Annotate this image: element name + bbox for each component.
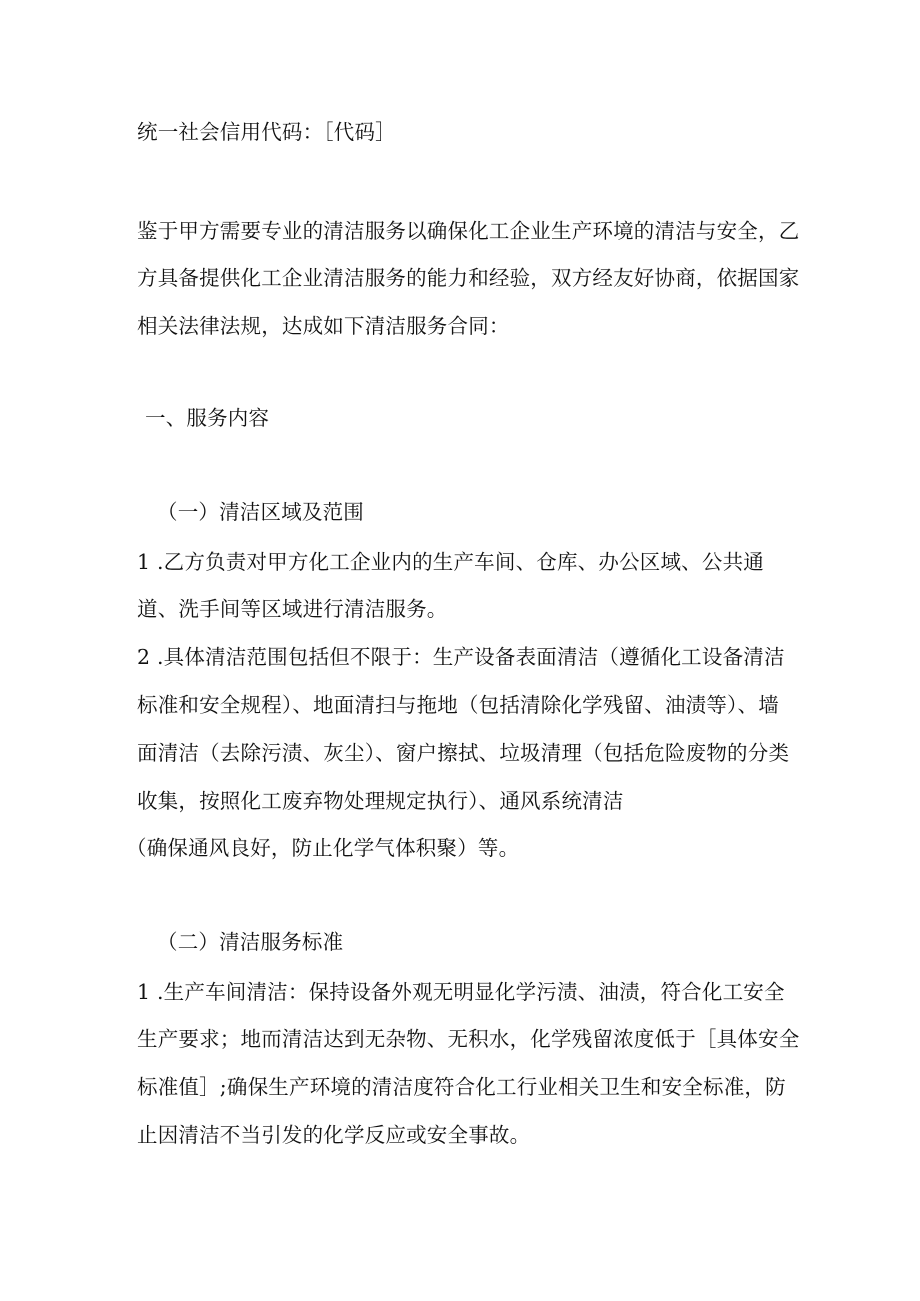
subsection-heading: （二）清洁服务标准 (157, 930, 344, 954)
list-item-line: 止因清洁不当引发的化学反应或安全事故。 (137, 1123, 531, 1147)
list-item-line: 2 .具体清洁范围包括但不限于：生产设备表面清洁（遵循化工设备清洁 (137, 645, 785, 669)
intro-line: 方具备提供化工企业清洁服务的能力和经验，双方经友好协商，依据国家 (137, 266, 800, 290)
list-item-line: 生产要求；地而清洁达到无杂物、无积水，化学残留浓度低于［具体安全 (137, 1027, 800, 1051)
list-item-line: 面清洁（去除污渍、灰尘）、窗户擦拭、垃圾清理（包括危险废物的分类 (137, 741, 790, 765)
list-item-line: 收集，按照化工废弃物处理规定执行）、通风系统清洁 (137, 789, 624, 813)
list-item-line: 道、洗手间等区域进行清洁服务。 (137, 597, 448, 621)
list-item-line: 标准和安全规程）、地面清扫与拖地（包括清除化学残留、油渍等）、墙 (137, 693, 779, 717)
subsection-heading: （一）清洁区域及范围 (157, 500, 364, 524)
list-item-line: （确保通风良好，防止化学气体积聚）等。 (126, 836, 520, 860)
section-heading: 一、服务内容 (145, 406, 270, 430)
intro-line: 相关法律法规，达成如下清洁服务合同： (137, 314, 510, 338)
list-item-line: 标准值］;确保生产环境的清洁度符合化工行业相关卫生和安全标准，防 (137, 1075, 786, 1099)
intro-line: 鉴于甲方需要专业的清洁服务以确保化工企业生产环境的清洁与安全，乙 (137, 219, 800, 243)
credit-code-line: 统一社会信用代码：［代码］ (137, 120, 396, 144)
list-item-line: 1 .生产车间清洁：保持设备外观无明显化学污渍、油渍，符合化工安全 (137, 980, 785, 1004)
list-item-line: 1 .乙方负责对甲方化工企业内的生产车间、仓库、办公区域、公共通 (137, 550, 764, 574)
